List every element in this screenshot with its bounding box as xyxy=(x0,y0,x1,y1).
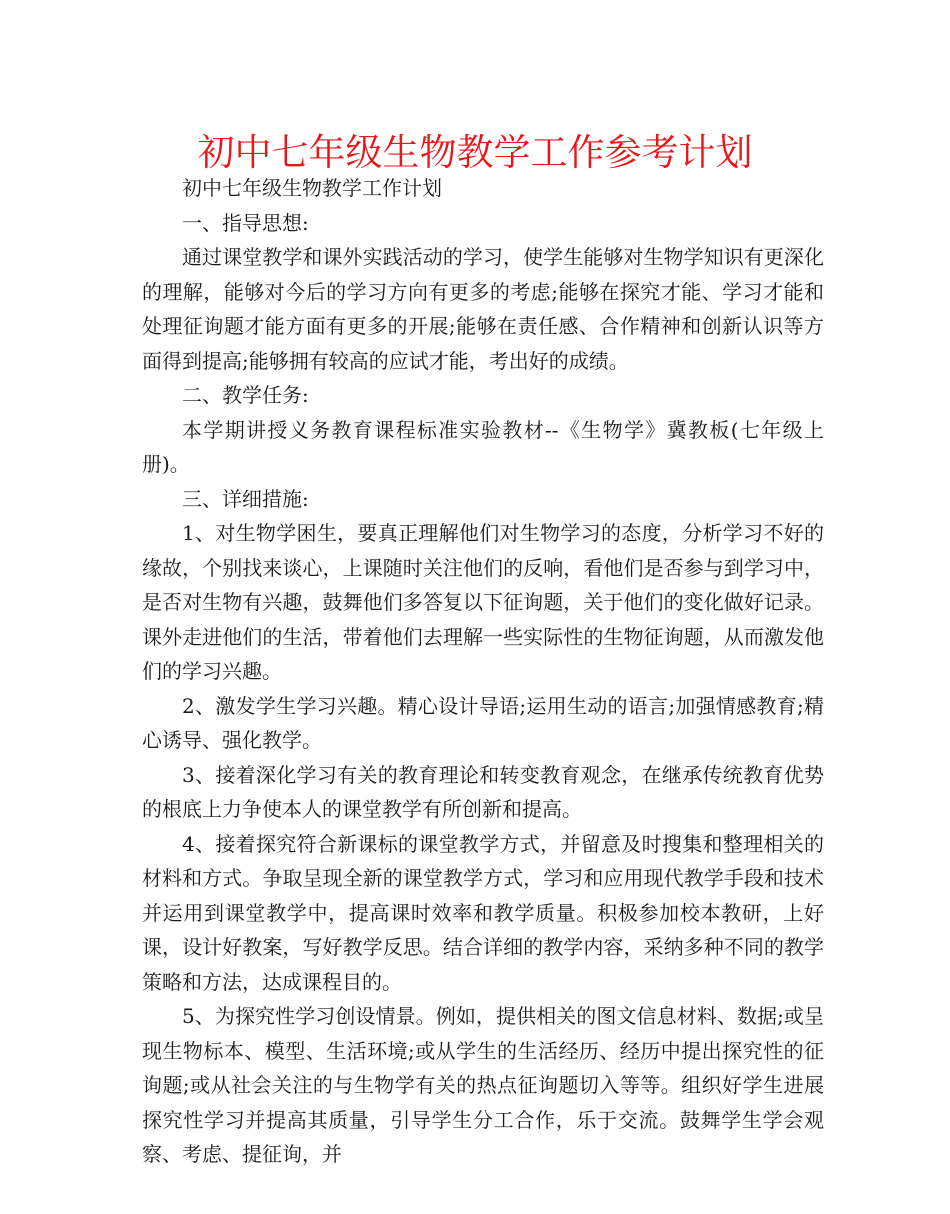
paragraph-measure-5: 5、为探究性学习创设情景。例如，提供相关的图文信息材料、数据;或呈现生物标本、模型、生活环境;或从学生的生活经历、经历中提出探究性的征询题;或从社会关注的与生物学有关的热点征询题切入等等。组织好学生进展探究性学习并提高其质量，引导学生分工合作，乐于交流。鼓舞学生学会观察、考虑、提征询，并 xyxy=(142,1004,824,1166)
paragraph-guiding-ideology: 通过课堂教学和课外实践活动的学习，使学生能够对生物学知识有更深化的理解，能够对今后的学习方向有更多的考虑;能够在探究才能、学习才能和处理征询题才能方面有更多的开展;能够在责任感、合作精神和创新认识等方面得到提高;能够拥有较高的应试才能，考出好的成绩。 xyxy=(142,245,824,373)
paragraph-measure-2: 2、激发学生学习兴趣。精心设计导语;运用生动的语言;加强情感教育;精心诱导、强化教学。 xyxy=(142,693,824,752)
document-title: 初中七年级生物教学工作参考计划 xyxy=(197,131,753,174)
section-heading-measures: 三、详细措施: xyxy=(182,486,309,511)
paragraph-measure-3: 3、接着深化学习有关的教育理论和转变教育观念，在继承传统教育优势的根底上力争使本人的课堂教学有所创新和提高。 xyxy=(142,762,824,821)
section-heading-guiding-ideology: 一、指导思想: xyxy=(182,210,309,235)
paragraph-measure-1: 1、对生物学困生，要真正理解他们对生物学习的态度，分析学习不好的缘故，个别找来谈心，上课随时关注他们的反响，看他们是否参与到学习中，是否对生物有兴趣，鼓舞他们多答复以下征询题，关于他们的变化做好记录。课外走进他们的生活，带着他们去理解一些实际性的生物征询题，从而激发他们的学习兴趣。 xyxy=(142,521,824,683)
paragraph-measure-4: 4、接着探究符合新课标的课堂教学方式，并留意及时搜集和整理相关的材料和方式。争取呈现全新的课堂教学方式，学习和应用现代教学手段和技术并运用到课堂教学中，提高课时效率和教学质量。积极参加校本教研，上好课，设计好教案，写好教学反思。结合详细的教学内容，采纳多种不同的教学策略和方法，达成课程目的。 xyxy=(142,831,824,994)
document-body xyxy=(142,171,824,1172)
subtitle-paragraph: 初中七年级生物教学工作计划 xyxy=(182,176,442,200)
paragraph-teaching-tasks: 本学期讲授义务教育课程标准实验教材--《生物学》冀教板(七年级上册)。 xyxy=(142,417,824,476)
section-heading-teaching-tasks: 二、教学任务: xyxy=(182,383,309,407)
